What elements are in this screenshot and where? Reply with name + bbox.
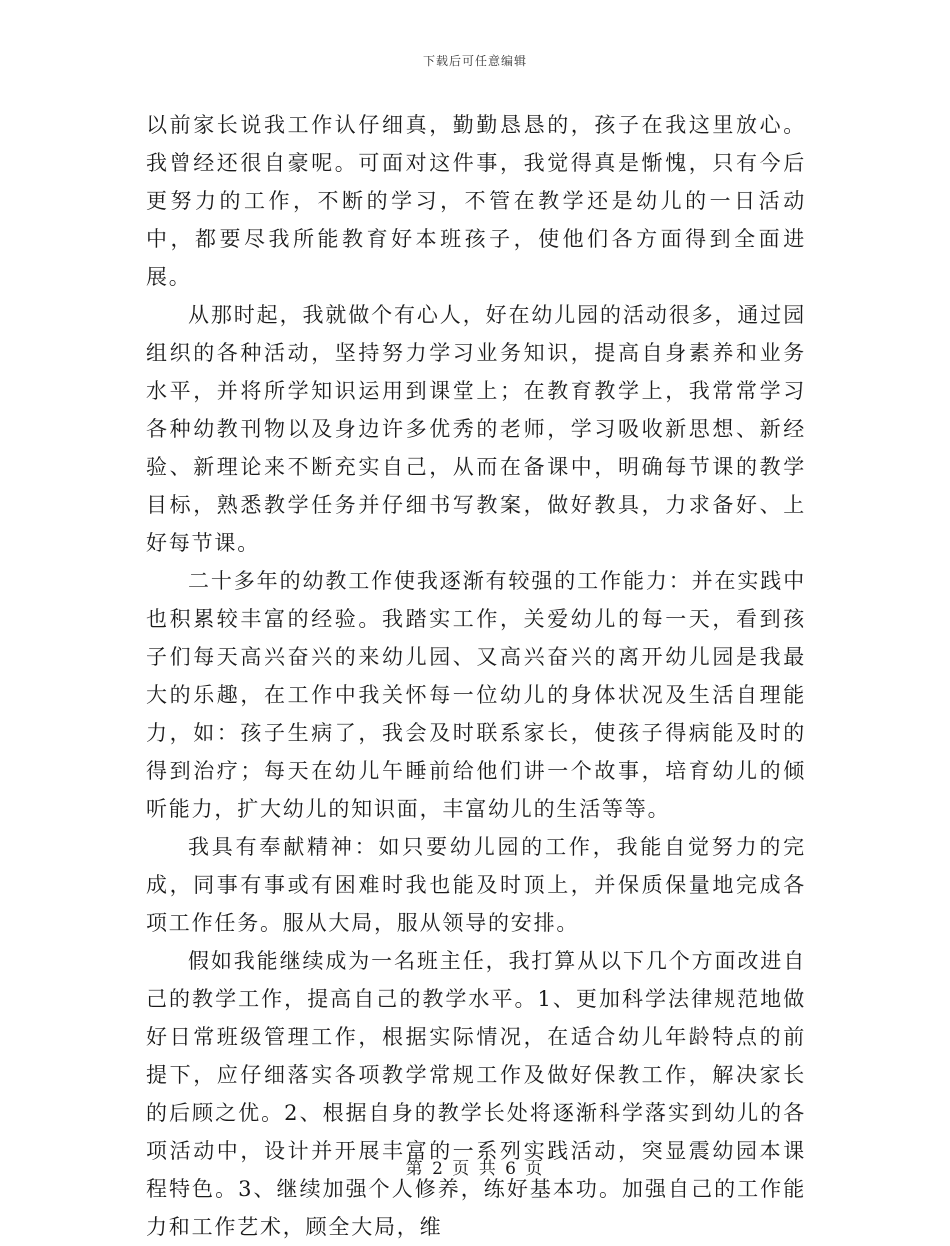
header-note: 下载后可任意编辑 — [422, 54, 527, 68]
document-body — [146, 106, 806, 1246]
paragraph-improvement-plan: 假如我能继续成为一名班主任，我打算从以下几个方面改进自己的教学工作，提高自己的教学水平。1、更加科学法律规范地做好日常班级管理工作，根据实际情况，在适合幼儿年龄特点的前提下，应仔细落实各项教学常规工作及做好保教工作，解决家长的后顾之优。2、根据自身的教学长处将逐渐科学落实到幼儿的各项活动中，设计并开展丰富的一系列实践活动，突显震幼园本课程特色。3、继续加强个人修养，练好基本功。加强自己的工作能力和工作艺术，顾全大局，维 — [146, 949, 806, 1239]
paragraph-work-ability: 二十多年的幼教工作使我逐渐有较强的工作能力：并在实践中也积累较丰富的经验。我踏实工作，关爱幼儿的每一天，看到孩子们每天高兴奋兴的来幼儿园、又高兴奋兴的离开幼儿园是我最大的乐趣，在工作中我关怀每一位幼儿的身体状况及生活自理能力，如：孩子生病了，我会及时联系家长，使孩子得病能及时的得到治疗；每天在幼儿午睡前给他们讲一个故事，培育幼儿的倾听能力，扩大幼儿的知识面，丰富幼儿的生活等等。 — [146, 569, 806, 821]
paragraph-professional-learning: 从那时起，我就做个有心人，好在幼儿园的活动很多，通过园组织的各种活动，坚持努力学习业务知识，提高自身素养和业务水平，并将所学知识运用到课堂上；在教育教学上，我常常学习各种幼教刊物以及身边许多优秀的老师，学习吸收新思想、新经验、新理论来不断充实自己，从而在备课中，明确每节课的教学目标，熟悉教学任务并仔细书写教案，做好教具，力求备好、上好每节课。 — [146, 303, 806, 555]
paragraph-dedication: 我具有奉献精神：如只要幼儿园的工作，我能自觉努力的完成，同事有事或有困难时我也能及时顶上，并保质保量地完成各项工作任务。服从大局，服从领导的安排。 — [146, 835, 806, 935]
page-number-footer: 第 2 页 共 6 页 — [405, 1159, 545, 1179]
paragraph-continued: 以前家长说我工作认仔细真，勤勤恳恳的，孩子在我这里放心。我曾经还很自豪呢。可面对这件事，我觉得真是惭愧，只有今后更努力的工作，不断的学习，不管在教学还是幼儿的一日活动中，都要尽我所能教育好本班孩子，使他们各方面得到全面进展。 — [146, 113, 806, 289]
